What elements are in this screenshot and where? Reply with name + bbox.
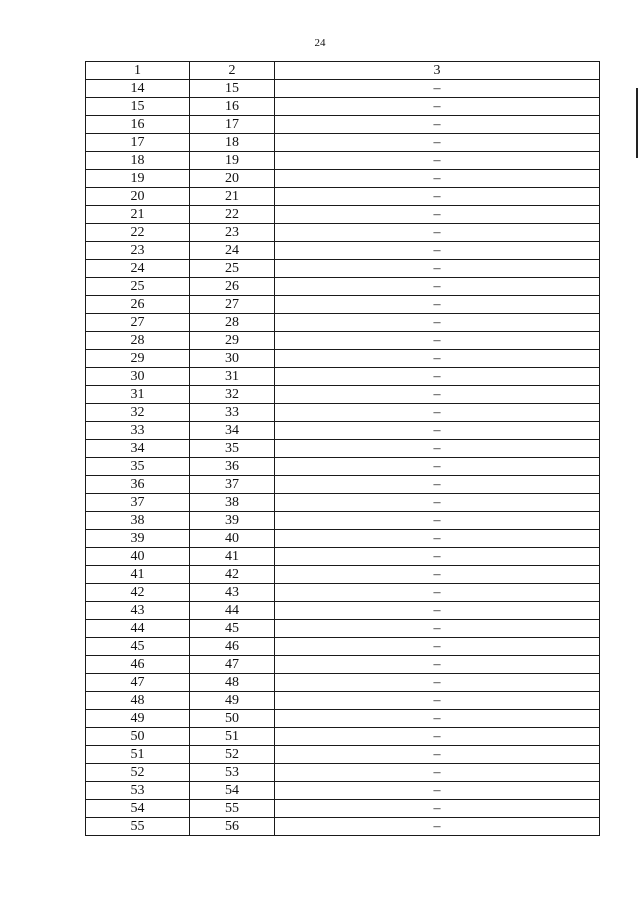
table-cell-col-3: – [275, 386, 600, 404]
table-cell-col-3: – [275, 674, 600, 692]
table-cell-col-3: – [275, 566, 600, 584]
table-cell-col-1: 23 [86, 242, 190, 260]
table-cell-col-2: 48 [190, 674, 275, 692]
table-cell-col-1: 14 [86, 80, 190, 98]
table-cell-col-1: 18 [86, 152, 190, 170]
table-cell-col-3: – [275, 710, 600, 728]
page-number: 24 [314, 37, 326, 49]
table-row [86, 512, 600, 530]
table-cell-col-1: 52 [86, 764, 190, 782]
table-row [86, 620, 600, 638]
table-cell-col-2: 22 [190, 206, 275, 224]
table-row [86, 422, 600, 440]
table-row [86, 260, 600, 278]
table-row [86, 548, 600, 566]
table-cell-col-2: 42 [190, 566, 275, 584]
column-header-1: 1 [86, 62, 190, 80]
table-row [86, 98, 600, 116]
table-cell-col-2: 56 [190, 818, 275, 836]
table-cell-col-2: 24 [190, 242, 275, 260]
table-cell-col-1: 21 [86, 206, 190, 224]
table-cell-col-1: 32 [86, 404, 190, 422]
table-cell-col-1: 38 [86, 512, 190, 530]
table-cell-col-1: 47 [86, 674, 190, 692]
table-cell-col-2: 20 [190, 170, 275, 188]
table-cell-col-1: 27 [86, 314, 190, 332]
table-row [86, 800, 600, 818]
table-cell-col-2: 19 [190, 152, 275, 170]
table-cell-col-1: 34 [86, 440, 190, 458]
table-cell-col-2: 31 [190, 368, 275, 386]
table-cell-col-1: 17 [86, 134, 190, 152]
table-cell-col-1: 29 [86, 350, 190, 368]
table-cell-col-2: 25 [190, 260, 275, 278]
table-cell-col-1: 55 [86, 818, 190, 836]
table-cell-col-2: 39 [190, 512, 275, 530]
table-row [86, 224, 600, 242]
column-header-2: 2 [190, 62, 275, 80]
table-cell-col-1: 39 [86, 530, 190, 548]
table-row [86, 404, 600, 422]
table-cell-col-2: 36 [190, 458, 275, 476]
table-row [86, 746, 600, 764]
table-cell-col-2: 27 [190, 296, 275, 314]
table-cell-col-1: 42 [86, 584, 190, 602]
table-cell-col-1: 44 [86, 620, 190, 638]
table-cell-col-2: 54 [190, 782, 275, 800]
table-cell-col-1: 15 [86, 98, 190, 116]
table-cell-col-3: – [275, 170, 600, 188]
table-cell-col-2: 40 [190, 530, 275, 548]
table-cell-col-1: 51 [86, 746, 190, 764]
table-cell-col-1: 28 [86, 332, 190, 350]
table-cell-col-2: 15 [190, 80, 275, 98]
table-cell-col-2: 23 [190, 224, 275, 242]
table-cell-col-3: – [275, 656, 600, 674]
table-cell-col-2: 29 [190, 332, 275, 350]
table-cell-col-1: 41 [86, 566, 190, 584]
table-row [86, 728, 600, 746]
table-cell-col-3: – [275, 512, 600, 530]
header-row [86, 62, 600, 80]
table-row [86, 170, 600, 188]
table-cell-col-2: 43 [190, 584, 275, 602]
table-cell-col-1: 31 [86, 386, 190, 404]
table-cell-col-2: 35 [190, 440, 275, 458]
table-cell-col-3: – [275, 116, 600, 134]
table-cell-col-3: – [275, 278, 600, 296]
table-row [86, 458, 600, 476]
table-cell-col-2: 21 [190, 188, 275, 206]
table-cell-col-3: – [275, 818, 600, 836]
table-cell-col-2: 45 [190, 620, 275, 638]
table-cell-col-3: – [275, 782, 600, 800]
table-cell-col-3: – [275, 476, 600, 494]
table-cell-col-3: – [275, 134, 600, 152]
table-cell-col-1: 33 [86, 422, 190, 440]
table-row [86, 656, 600, 674]
table-cell-col-1: 48 [86, 692, 190, 710]
table-cell-col-2: 32 [190, 386, 275, 404]
table-cell-col-1: 36 [86, 476, 190, 494]
table-row [86, 386, 600, 404]
table-cell-col-2: 16 [190, 98, 275, 116]
table-cell-col-2: 30 [190, 350, 275, 368]
table-row [86, 764, 600, 782]
table-cell-col-3: – [275, 602, 600, 620]
table-cell-col-2: 46 [190, 638, 275, 656]
table-row [86, 80, 600, 98]
table-cell-col-1: 40 [86, 548, 190, 566]
table-body [86, 80, 600, 836]
table-cell-col-3: – [275, 368, 600, 386]
table-cell-col-3: – [275, 80, 600, 98]
table-cell-col-1: 20 [86, 188, 190, 206]
table-row [86, 782, 600, 800]
table-cell-col-1: 45 [86, 638, 190, 656]
table-cell-col-1: 37 [86, 494, 190, 512]
table-cell-col-3: – [275, 314, 600, 332]
table-row [86, 602, 600, 620]
table-row [86, 242, 600, 260]
table-cell-col-1: 46 [86, 656, 190, 674]
table-cell-col-2: 41 [190, 548, 275, 566]
table-row [86, 278, 600, 296]
table-cell-col-2: 53 [190, 764, 275, 782]
table-cell-col-1: 22 [86, 224, 190, 242]
table-row [86, 206, 600, 224]
table-cell-col-3: – [275, 188, 600, 206]
table-cell-col-1: 24 [86, 260, 190, 278]
table-cell-col-3: – [275, 206, 600, 224]
table-cell-col-3: – [275, 98, 600, 116]
table-cell-col-2: 47 [190, 656, 275, 674]
table-cell-col-3: – [275, 296, 600, 314]
table-cell-col-3: – [275, 692, 600, 710]
table-row [86, 350, 600, 368]
table-cell-col-2: 49 [190, 692, 275, 710]
table-row [86, 710, 600, 728]
table-cell-col-3: – [275, 152, 600, 170]
table-cell-col-3: – [275, 224, 600, 242]
table-cell-col-1: 25 [86, 278, 190, 296]
table-cell-col-3: – [275, 548, 600, 566]
table-cell-col-1: 50 [86, 728, 190, 746]
table-cell-col-3: – [275, 800, 600, 818]
table-cell-col-3: – [275, 458, 600, 476]
table-cell-col-3: – [275, 242, 600, 260]
table-cell-col-1: 49 [86, 710, 190, 728]
column-header-3: 3 [275, 62, 600, 80]
table-cell-col-2: 26 [190, 278, 275, 296]
table-cell-col-2: 33 [190, 404, 275, 422]
table-row [86, 440, 600, 458]
table-row [86, 818, 600, 836]
table-cell-col-1: 53 [86, 782, 190, 800]
table-header [86, 62, 600, 80]
table-row [86, 314, 600, 332]
table-cell-col-3: – [275, 530, 600, 548]
table-cell-col-2: 50 [190, 710, 275, 728]
table-cell-col-3: – [275, 404, 600, 422]
table-cell-col-1: 35 [86, 458, 190, 476]
table-cell-col-2: 37 [190, 476, 275, 494]
table-cell-col-3: – [275, 440, 600, 458]
table-cell-col-2: 44 [190, 602, 275, 620]
table-row [86, 134, 600, 152]
table-cell-col-2: 34 [190, 422, 275, 440]
table-row [86, 152, 600, 170]
table-row [86, 674, 600, 692]
table-row [86, 494, 600, 512]
table-row [86, 584, 600, 602]
table-row [86, 476, 600, 494]
table-cell-col-3: – [275, 620, 600, 638]
table-cell-col-3: – [275, 332, 600, 350]
table-row [86, 638, 600, 656]
table-cell-col-1: 43 [86, 602, 190, 620]
table-row [86, 368, 600, 386]
table-cell-col-3: – [275, 350, 600, 368]
table-cell-col-3: – [275, 764, 600, 782]
table-row [86, 188, 600, 206]
table-cell-col-3: – [275, 422, 600, 440]
data-table [85, 61, 600, 836]
table-cell-col-2: 55 [190, 800, 275, 818]
table-cell-col-3: – [275, 638, 600, 656]
table-cell-col-2: 52 [190, 746, 275, 764]
table-cell-col-1: 26 [86, 296, 190, 314]
table-row [86, 692, 600, 710]
table-cell-col-2: 38 [190, 494, 275, 512]
table-row [86, 566, 600, 584]
table-cell-col-3: – [275, 746, 600, 764]
table-cell-col-1: 19 [86, 170, 190, 188]
table-cell-col-2: 18 [190, 134, 275, 152]
table-cell-col-1: 30 [86, 368, 190, 386]
table-cell-col-3: – [275, 584, 600, 602]
table-cell-col-2: 28 [190, 314, 275, 332]
table-row [86, 116, 600, 134]
table-cell-col-2: 51 [190, 728, 275, 746]
scan-edge-mark [636, 88, 638, 158]
table-row [86, 332, 600, 350]
table-cell-col-1: 16 [86, 116, 190, 134]
table-cell-col-1: 54 [86, 800, 190, 818]
table-cell-col-2: 17 [190, 116, 275, 134]
table-row [86, 296, 600, 314]
table-cell-col-3: – [275, 728, 600, 746]
table-cell-col-3: – [275, 260, 600, 278]
table-cell-col-3: – [275, 494, 600, 512]
table-row [86, 530, 600, 548]
